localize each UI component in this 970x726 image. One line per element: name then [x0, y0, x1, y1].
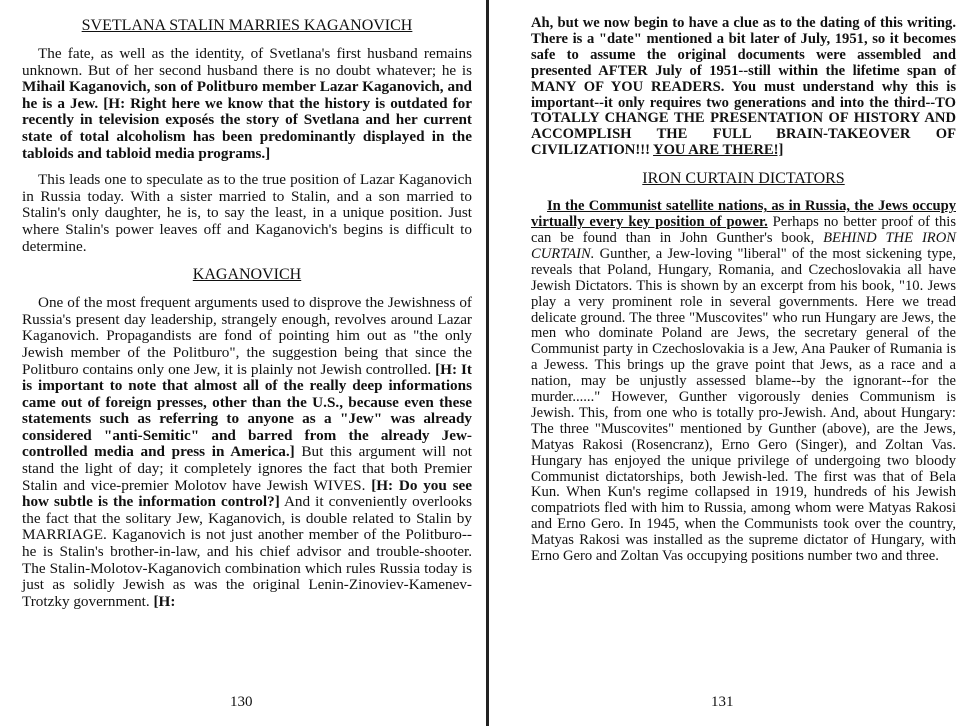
underlined-phrase: YOU ARE THERE!]	[653, 142, 784, 159]
text-run: Perhaps no better proof of this can be found than in John Gunther's book,	[531, 214, 956, 246]
paragraph-lazar-position: This leads one to speculate as to the true position of Lazar Kaganovich in Russia today. With a sister married to Stalin, and a son married to Stalin's only daughter, he is, to say the least, in a unique position. Just where Stalin's power leaves off and Kaganovich's begins is difficult to determine.	[22, 171, 472, 255]
paragraph-dating-note	[531, 16, 956, 159]
section-heading-iron-curtain: IRON CURTAIN DICTATORS	[642, 170, 845, 188]
section-heading-kaganovich: KAGANOVICH	[192, 266, 302, 284]
paragraph-iron-curtain	[531, 199, 956, 565]
text-run: And it conveniently overlooks the fact that the solitary Jew, Kaganovich, is double related to Stalin by MARRIAGE. Kaganovich is not just another member of the Politburo--he is Stalin's brother-in-law, and his chief advisor and trouble-shooter. The Stalin-Molotov-Kaganovich combination which rules Russia today is just as solidly Jewish as was the original Lenin-Zinoviev-Kamenev-Trotzky government.	[22, 493, 472, 610]
page-number: 130	[230, 694, 253, 710]
paragraph-kaganovich	[22, 295, 472, 610]
lead-sentence: In the Communist satellite nations, as in Russia, the Jews occupy virtually every key position of power.	[531, 198, 956, 231]
text-run: But this argument will not stand the light of day; it completely ignores the fact that both Premier Stalin and vice-premier Molotov have Jewish WIVES.	[22, 443, 472, 494]
paragraph-svetlana-husbands	[22, 46, 472, 162]
editor-note: [H:	[153, 592, 176, 610]
text-run: Ah, but we now begin to have a clue as to the dating of this writing. There is a "date" mentioned a bit later of July, 1951, so it becomes safe to assume the original documents were assembled and presented AFTER July of 1951--still within the lifetime span of MANY OF YOU READERS. You must understand why this is important--it only requires two generations and into the third--TO TOTALLY CHANGE THE PRESENTATION OF HISTORY AND ACCOMPLISH THE FULL BRAIN-TAKEOVER OF CIVILIZATION!!!	[531, 15, 956, 159]
text-run: The fate, as well as the identity, of Svetlana's first husband remains unknown. But of her second husband there is no doubt whatever; he is	[22, 45, 472, 79]
section-heading: SVETLANA STALIN MARRIES KAGANOVICH	[81, 17, 413, 34]
page-number: 131	[711, 694, 734, 710]
right-page	[489, 0, 970, 726]
text-run: One of the most frequent arguments used to disprove the Jewishness of Russia's present day leadership, strangely enough, revolves around Lazar Kaganovich. Propagandists are fond of pointing him out as "the only Jewish member of the Politburo", the suggestion being that since the Politburo contains only one Jew, it is plainly not Jewish controlled.	[22, 294, 472, 378]
editor-note: [H: Do you see how subtle is the information control?]	[22, 476, 472, 511]
editor-note: Mihail Kaganovich, son of Politburo member Lazar Kaganovich, and he is a Jew. [H: Right here we know that the history is outdated for recently in television exposés the story of Svetlana and her current state of total alcoholism has been predominantly displayed in the tabloids and tabloid media programs.]	[22, 78, 472, 162]
text-run: Gunther, a Jew-loving "liberal" of the most sickening type, reveals that Poland, Hungary, Romania, and Czechoslovakia all have Jewish Dictators. This is shown by an excerpt from his book, "10. Jews play a very prominent role in several governments. Here we tread delicate ground. The three "Muscovites" who run Hungary are Jews, the men who dominate Poland are Jews, the secretary general of the Communist party in Czechoslovakia is a Jew, Ana Pauker of Rumania is a Jewess. This brings up the grave point that Jews, as a race and a nation, may be unjustly assessed blame--by the ignorant--for the murder......" However, Gunther vigorously denies Communism is Jewish. This, from one who is totally pro-Jewish. And, about Hungary: The three "Muscovites" mentioned by Gunther (above), are the Jews, Matyas Rakosi (Rosencranz), Erno Gero (Singer), and Zoltan Vas. Hungary has enjoyed the unique privilege of undergoing two bloody Communist dictatorships, both Jewish-led. The first was that of Bela Kun. When Kun's regime collapsed in 1919, hundreds of his Jewish compatriots fled with him to Russia, among whom were Matyas Rakosi and Erno Gero. In 1945, when the Communists took over the country, Matyas Rakosi was installed as the supreme dictator of Hungary, with Erno Gero and Zoltan Vas occupying positions number two and three.	[531, 245, 956, 565]
book-title: BEHIND THE IRON CURTAIN.	[531, 229, 956, 262]
editor-note: [H: It is important to note that almost all of the really deep informations came out of foreign presses, other than the U.S., because even these statements such as referring to anyone as a "Jew" was already considered "anti-Semitic" and barred from the already Jew-controlled media and press in America.]	[22, 360, 472, 461]
